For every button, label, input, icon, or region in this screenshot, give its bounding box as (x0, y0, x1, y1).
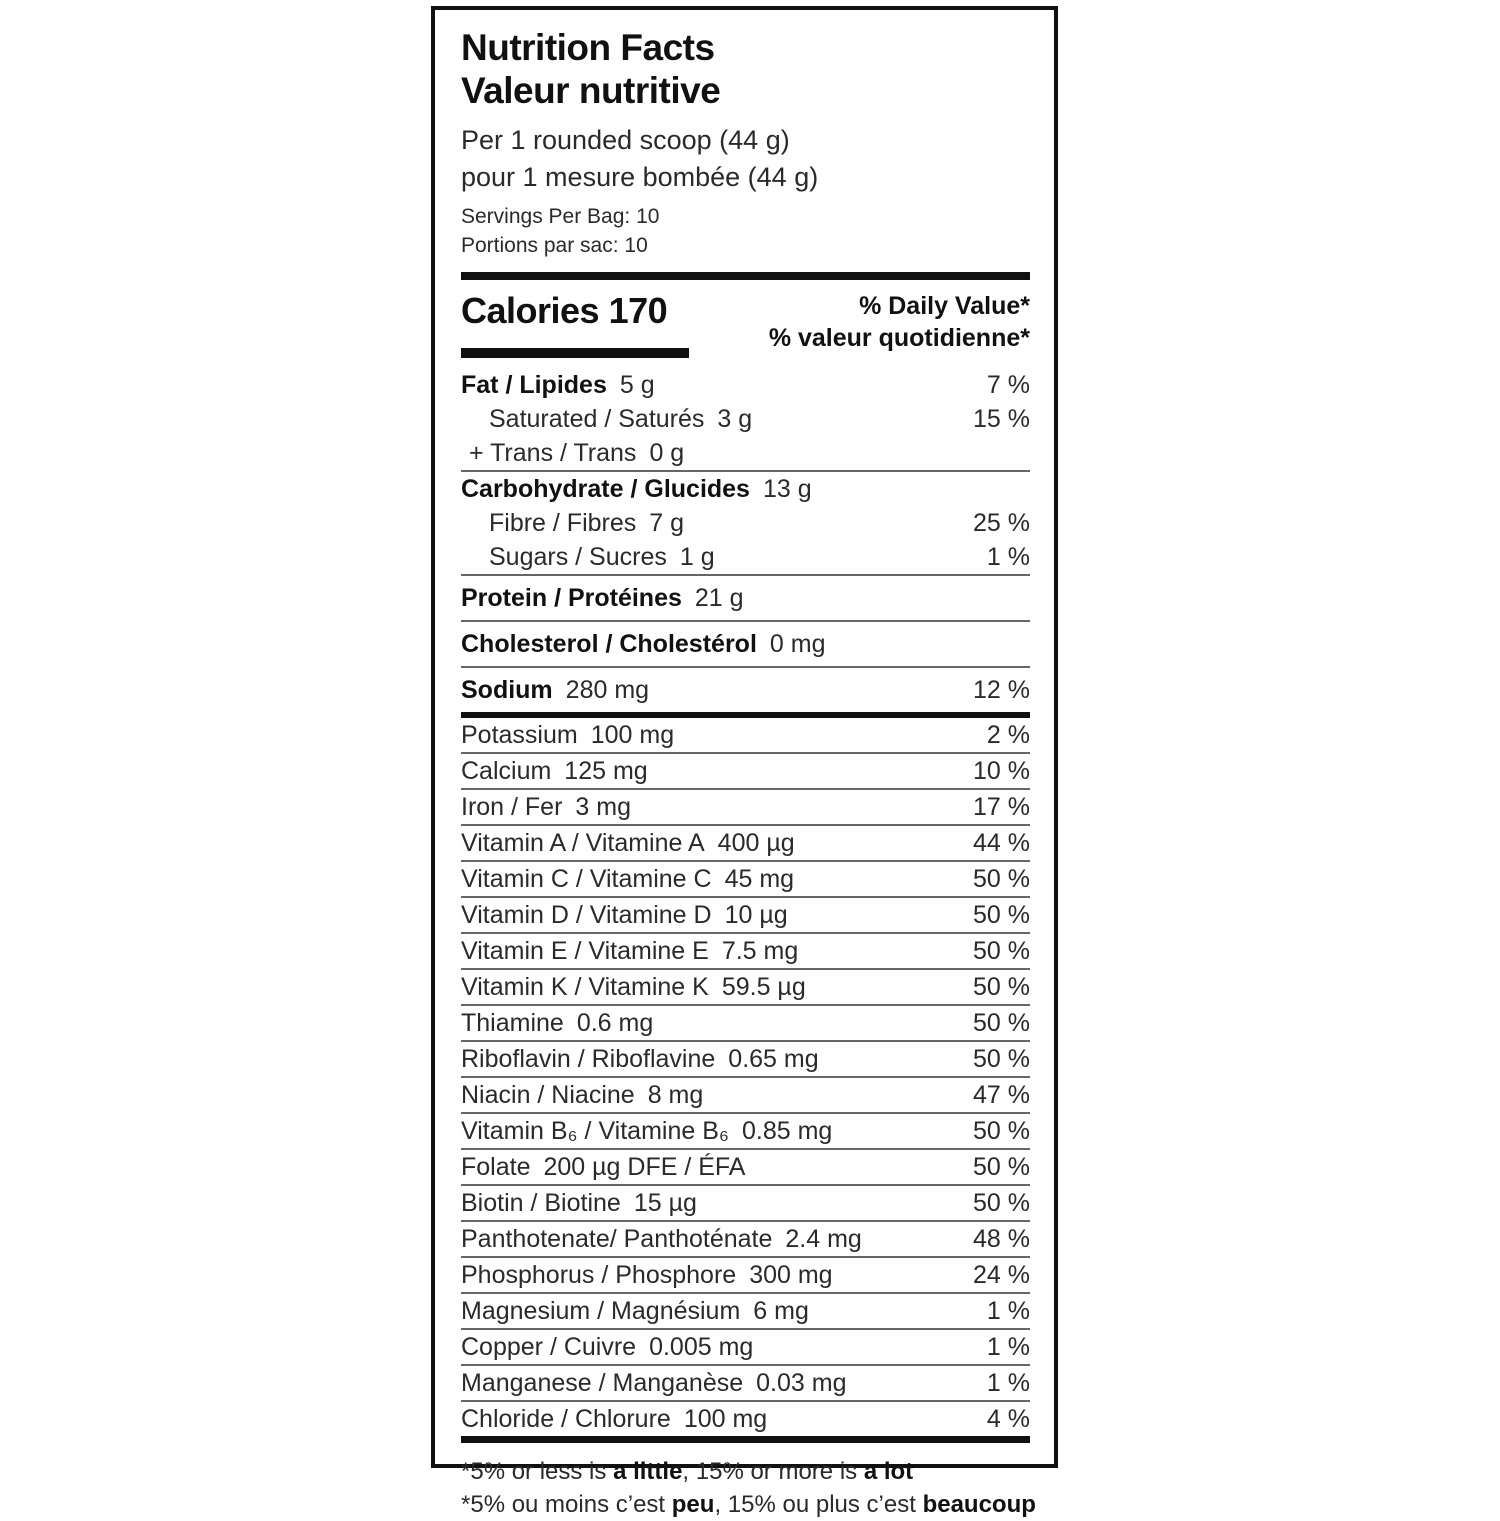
nutrient-daily-value: 12 % (973, 676, 1030, 704)
calories-underline-bar (461, 348, 689, 358)
nutrient-name: Vitamin E / Vitamine E (461, 937, 709, 965)
nutrient-amount: 300 mg (749, 1261, 833, 1289)
nutrient-daily-value: 24 % (973, 1261, 1030, 1289)
nutrient-name: Potassium (461, 721, 578, 749)
footnote-segment: , 15% ou plus c’est (714, 1491, 923, 1518)
daily-value-header-french: % valeur quotidienne* (768, 324, 1030, 352)
nutrient-row (461, 402, 1030, 436)
nutrient-amount: 0.6 mg (576, 1009, 654, 1037)
footnote-english (461, 1455, 1030, 1488)
nutrient-amount: 5 g (619, 371, 655, 399)
nutrient-amount: 6 mg (753, 1297, 809, 1325)
nutrient-amount: 200 µg DFE / ÉFA (543, 1153, 746, 1181)
nutrient-amount: 0.005 mg (649, 1333, 754, 1361)
nutrient-amount: 8 mg (647, 1081, 704, 1109)
nutrient-amount: 21 g (694, 584, 744, 612)
calories-value: 170 (608, 290, 668, 331)
nutrient-row (461, 1330, 1030, 1366)
nutrient-amount: 100 mg (683, 1405, 768, 1433)
nutrient-row (461, 1078, 1030, 1114)
nutrient-name: Vitamin D / Vitamine D (461, 901, 712, 929)
nutrient-daily-value: 48 % (973, 1225, 1030, 1253)
nutrient-row (461, 436, 1030, 472)
title-english: Nutrition Facts (461, 27, 715, 68)
daily-value-header (769, 290, 1030, 354)
footnote-segment: a lot (863, 1458, 914, 1485)
nutrient-name: Sodium (461, 676, 553, 704)
nutrient-row (461, 1294, 1030, 1330)
nutrient-amount: 0 mg (769, 630, 826, 658)
nutrient-row (461, 668, 1030, 718)
nutrient-name: Cholesterol / Cholestérol (461, 630, 757, 658)
nutrient-daily-value: 2 % (986, 721, 1030, 749)
nutrient-name: Vitamin B₆ / Vitamine B₆ (461, 1117, 729, 1145)
servings-per-bag-french: Portions par sac: 10 (461, 234, 648, 257)
nutrient-name: Iron / Fer (461, 793, 563, 821)
nutrient-row (461, 540, 1030, 576)
nutrient-daily-value: 10 % (973, 757, 1030, 785)
nutrient-row (461, 1258, 1030, 1294)
nutrient-daily-value: 44 % (973, 829, 1030, 857)
nutrient-name: + Trans / Trans (469, 439, 637, 467)
nutrient-amount: 13 g (762, 475, 812, 503)
nutrient-name: Biotin / Biotine (461, 1189, 621, 1217)
nutrient-name: Thiamine (461, 1009, 564, 1037)
nutrient-row (461, 1114, 1030, 1150)
nutrient-row (461, 622, 1030, 668)
nutrient-row (461, 862, 1030, 898)
nutrient-daily-value: 50 % (973, 1009, 1030, 1037)
nutrient-amount: 2.4 mg (785, 1225, 862, 1253)
nutrient-amount: 0.03 mg (756, 1369, 847, 1397)
nutrient-name: Copper / Cuivre (461, 1333, 637, 1361)
serving-size-english: Per 1 rounded scoop (44 g) (461, 125, 790, 155)
calories-section (461, 290, 1030, 358)
nutrient-amount: 400 µg (717, 829, 795, 857)
serving-size-french: pour 1 mesure bombée (44 g) (461, 162, 819, 192)
nutrient-amount: 0.85 mg (741, 1117, 833, 1145)
nutrient-name: Protein / Protéines (461, 584, 682, 612)
nutrient-amount: 125 mg (564, 757, 648, 785)
nutrient-amount: 45 mg (724, 865, 795, 893)
nutrient-name: Folate (461, 1153, 531, 1181)
footnote-segment: *5% or less is (461, 1458, 614, 1485)
nutrient-row (461, 790, 1030, 826)
nutrient-amount: 10 µg (724, 901, 788, 929)
nutrient-daily-value: 50 % (973, 1153, 1030, 1181)
nutrient-row (461, 1222, 1030, 1258)
nutrient-name: Saturated / Saturés (489, 405, 705, 433)
footnote-segment: a little (613, 1458, 683, 1485)
nutrient-row (461, 1366, 1030, 1402)
nutrient-row (461, 970, 1030, 1006)
nutrient-row (461, 826, 1030, 862)
nutrient-daily-value: 50 % (973, 973, 1030, 1001)
nutrient-row (461, 1402, 1030, 1436)
daily-value-header-english: % Daily Value* (859, 292, 1030, 320)
nutrient-daily-value: 1 % (986, 1369, 1030, 1397)
nutrient-daily-value: 4 % (986, 1405, 1030, 1433)
nutrition-facts-label (431, 6, 1058, 1518)
footnotes-section (461, 1436, 1036, 1521)
nutrient-row (461, 506, 1030, 540)
nutrient-name: Riboflavin / Riboflavine (461, 1045, 716, 1073)
nutrient-daily-value: 50 % (973, 865, 1030, 893)
footnote-french (461, 1488, 1036, 1521)
nutrient-name: Fibre / Fibres (489, 509, 637, 537)
nutrient-row (461, 718, 1030, 754)
nutrient-table (461, 368, 1030, 1436)
footnote-segment: , 15% or more is (682, 1458, 864, 1485)
nutrient-name: Carbohydrate / Glucides (461, 475, 750, 503)
nutrient-row (461, 472, 1030, 506)
nutrient-daily-value: 50 % (973, 1045, 1030, 1073)
nutrient-amount: 100 mg (590, 721, 675, 749)
footnote-segment: peu (671, 1491, 715, 1518)
nutrient-name: Niacin / Niacine (461, 1081, 635, 1109)
nutrient-name: Calcium (461, 757, 552, 785)
nutrient-daily-value: 15 % (973, 405, 1030, 433)
nutrient-row (461, 1042, 1030, 1078)
nutrient-name: Vitamin C / Vitamine C (461, 865, 712, 893)
footnote-segment: beaucoup (922, 1491, 1036, 1518)
nutrient-daily-value: 1 % (986, 1333, 1030, 1361)
nutrient-row (461, 754, 1030, 790)
nutrient-name: Fat / Lipides (461, 371, 607, 399)
nutrient-daily-value: 25 % (973, 509, 1030, 537)
nutrient-amount: 7 g (649, 509, 685, 537)
calories-line (461, 290, 689, 332)
nutrient-daily-value: 50 % (973, 1189, 1030, 1217)
nutrient-name: Magnesium / Magnésium (461, 1297, 741, 1325)
nutrient-daily-value: 1 % (986, 543, 1030, 571)
nutrient-daily-value: 50 % (973, 1117, 1030, 1145)
nutrient-daily-value: 7 % (986, 371, 1030, 399)
nutrient-amount: 59.5 µg (721, 973, 806, 1001)
nutrient-name: Chloride / Chlorure (461, 1405, 671, 1433)
title-french: Valeur nutritive (461, 70, 721, 111)
nutrient-daily-value: 1 % (986, 1297, 1030, 1325)
nutrient-amount: 7.5 mg (721, 937, 799, 965)
header-separator-bar (461, 272, 1030, 280)
nutrient-amount: 3 g (717, 405, 753, 433)
nutrient-name: Phosphorus / Phosphore (461, 1261, 737, 1289)
nutrient-name: Sugars / Sucres (489, 543, 667, 571)
servings-per-bag-english: Servings Per Bag: 10 (461, 205, 660, 228)
nutrient-name: Vitamin K / Vitamine K (461, 973, 709, 1001)
nutrient-amount: 1 g (679, 543, 715, 571)
nutrient-row (461, 934, 1030, 970)
nutrient-amount: 280 mg (565, 676, 650, 704)
nutrient-row (461, 368, 1030, 402)
nutrient-row (461, 576, 1030, 622)
calories-label: Calories (461, 290, 600, 331)
nutrient-row (461, 1186, 1030, 1222)
nutrient-daily-value: 50 % (973, 901, 1030, 929)
nutrient-row (461, 898, 1030, 934)
nutrient-daily-value: 50 % (973, 937, 1030, 965)
nutrient-name: Panthotenate/ Panthoténate (461, 1225, 773, 1253)
nutrient-amount: 0.65 mg (728, 1045, 819, 1073)
nutrient-daily-value: 47 % (973, 1081, 1030, 1109)
nutrient-amount: 0 g (649, 439, 685, 467)
footnote-segment: *5% ou moins c’est (461, 1491, 672, 1518)
nutrient-name: Vitamin A / Vitamine A (461, 829, 705, 857)
nutrient-row (461, 1150, 1030, 1186)
nutrient-name: Manganese / Manganèse (461, 1369, 744, 1397)
nutrient-daily-value: 17 % (973, 793, 1030, 821)
nutrient-row (461, 1006, 1030, 1042)
nutrient-amount: 3 mg (575, 793, 632, 821)
nutrient-amount: 15 µg (633, 1189, 697, 1217)
